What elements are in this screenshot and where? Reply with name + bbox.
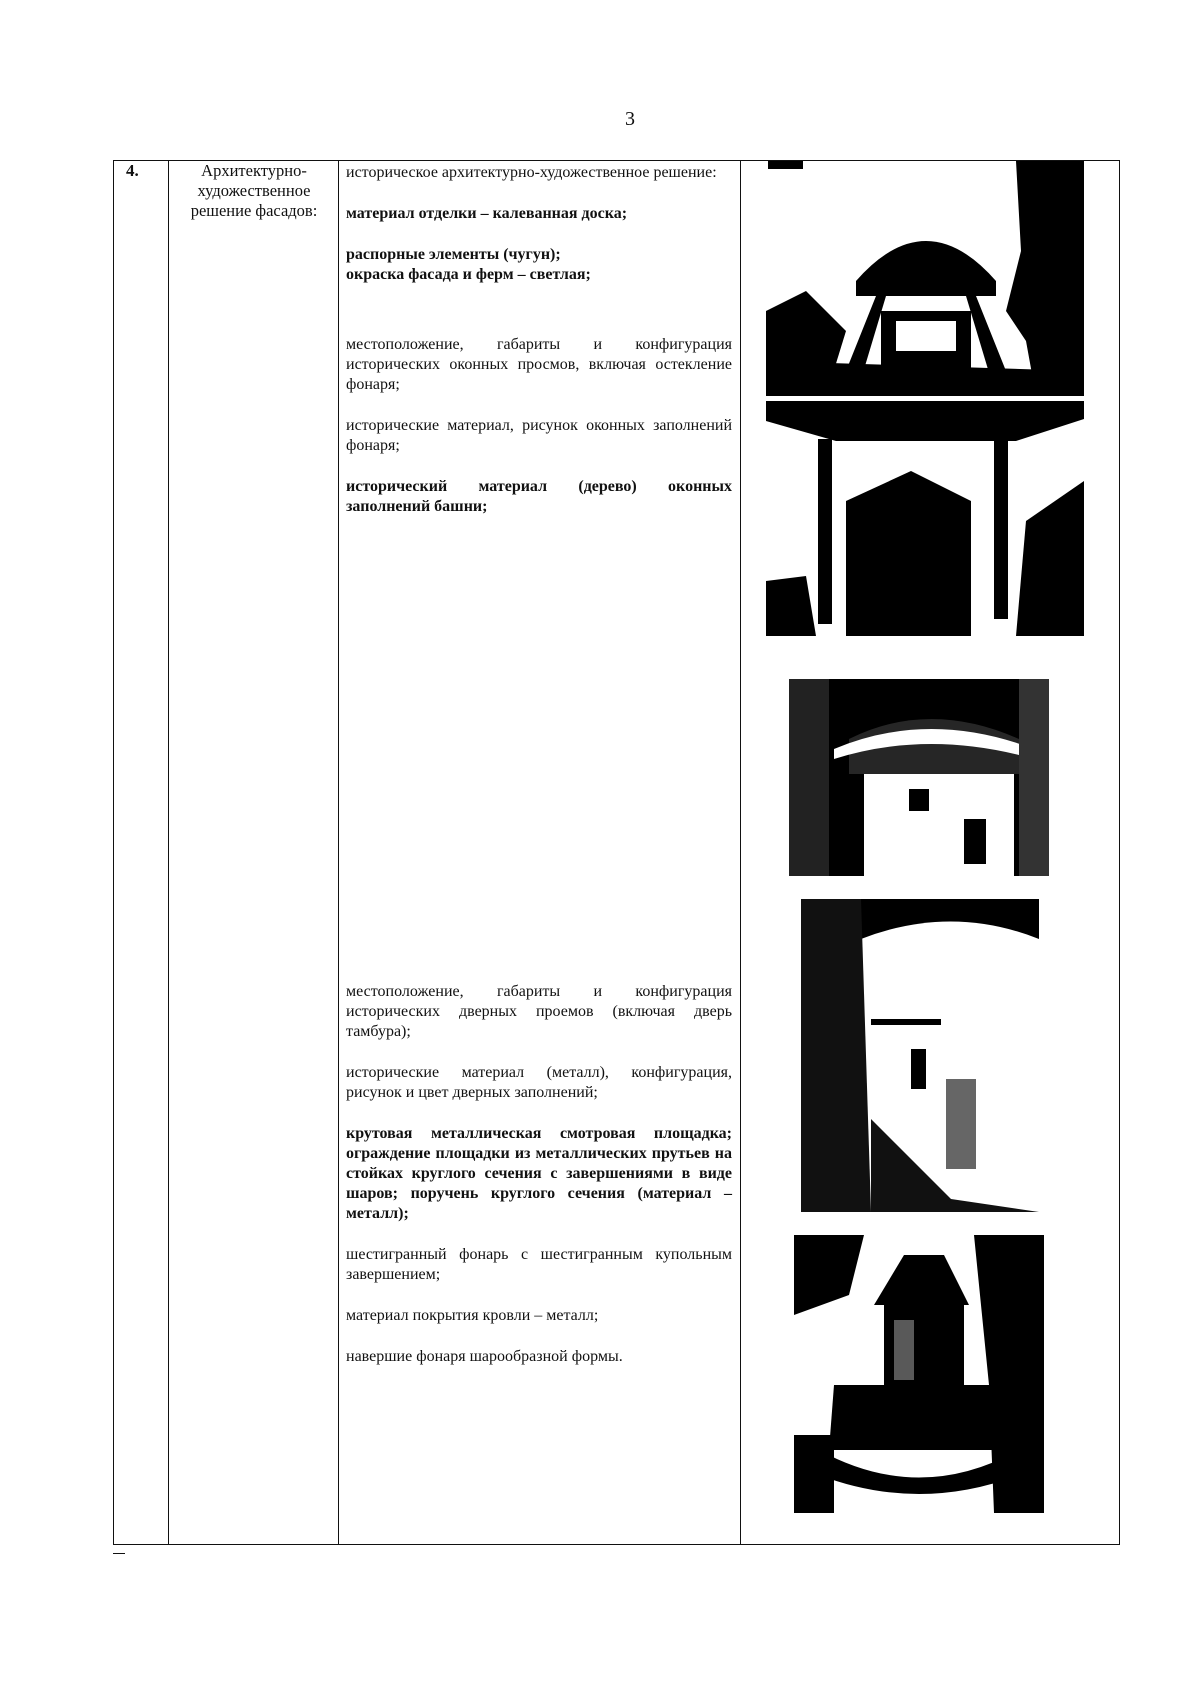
description-item: исторические материал, рисунок оконных заполнений фонаря;: [346, 417, 732, 454]
photo-tower-lantern: [794, 1235, 1044, 1513]
description-item: крутовая металлическая смотровая площадка; ограждение площадки из металлических прутьев на стойках круглого сечения с завершениями в виде шаров; поручень круглого сечения (материал – металл);: [346, 1125, 732, 1222]
photo-tower-cylinder: [789, 679, 1049, 876]
margin-mark: [113, 1553, 125, 1554]
description-item: местоположение, габариты и конфигурация исторических дверных проемов (включая дверь тамбура);: [346, 983, 732, 1040]
description-item: шестигранный фонарь с шестигранным купольным завершением;: [346, 1246, 732, 1283]
row-number: 4.: [126, 161, 139, 180]
photo-tower-dome: [766, 161, 1084, 396]
column-divider: [338, 161, 339, 1544]
photo-tower-pillars: [766, 401, 1084, 636]
description-item: навершие фонаря шарообразной формы.: [346, 1348, 623, 1365]
description-block-bottom: [346, 982, 732, 1388]
description-item: исторический материал (дерево) оконных заполнений башни;: [346, 478, 732, 515]
page-number: 3: [625, 108, 635, 130]
column-divider: [740, 161, 741, 1544]
row-title: [174, 161, 334, 221]
description-item: материал отделки – калеванная доска;: [346, 205, 628, 222]
column-divider: [168, 161, 169, 1544]
description-item: исторические материал (металл), конфигурация, рисунок и цвет дверных заполнений;: [346, 1064, 732, 1101]
photo-tower-base: [801, 899, 1039, 1212]
row-title-line: решение фасадов:: [190, 201, 318, 220]
description-block-top: [346, 163, 732, 538]
description-item: материал покрытия кровли – металл;: [346, 1307, 599, 1324]
description-item: историческое архитектурно-художественное решение:: [346, 164, 717, 181]
description-item: распорные элементы (чугун); окраска фасада и ферм – светлая;: [346, 246, 591, 283]
facade-table: [113, 160, 1120, 1545]
description-item: местоположение, габариты и конфигурация исторических оконных просмов, включая остекление фонаря;: [346, 336, 732, 393]
row-title-line: Архитектурно-: [201, 161, 307, 180]
row-title-line: художественное: [197, 181, 311, 200]
